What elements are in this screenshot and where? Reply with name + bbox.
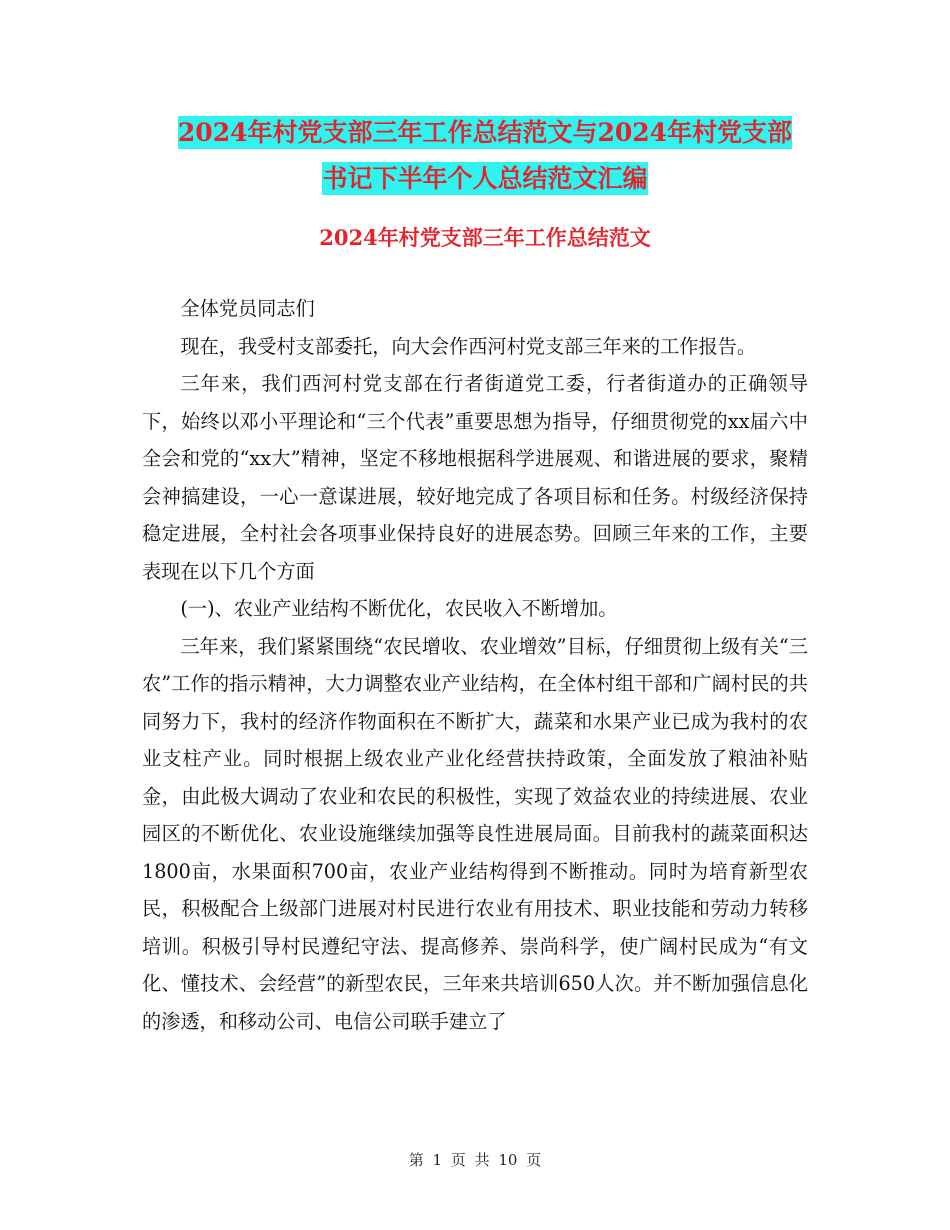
paragraph: 现在，我受村支部委托，向大会作西河村党支部三年来的工作报告。 bbox=[180, 334, 757, 358]
document-title bbox=[140, 110, 830, 202]
paragraph: 三年来，我们紧紧围绕“农民增收、农业增效”目标，仔细贯彻上级有关“三农”工作的指示精神，大力调整农业产业结构，在全体村组干部和广阔村民的共同努力下，我村的经济作物面积在不断扩大，蔬菜和水果产业已成为我村的农业支柱产业。同时根据上级农业产业化经营扶持政策，全面发放了粮油补贴金，由此极大调动了农业和农民的积极性，实现了效益农业的持续进展、农业园区的不断优化、农业设施继续加强等良性进展局面。目前我村的蔬菜面积达1800亩，水果面积700亩，农业产业结构得到不断推动。同时为培育新型农民，积极配合上级部门进展对村民进行农业有用技术、职业技能和劳动力转移培训。积极引导村民遵纪守法、提高修养、崇尚科学，使广阔村民成为“有文化、懂技术、会经营”的新型农民，三年来共培训650人次。并不断加强信息化的渗透，和移动公司、电信公司联手建立了 bbox=[142, 634, 808, 1033]
title-line-2: 书记下半年个人总结范文汇编 bbox=[322, 164, 648, 193]
paragraph-heading: (一)、农业产业结构不断优化，农民收入不断增加。 bbox=[180, 597, 618, 620]
body-text bbox=[142, 290, 808, 1040]
title-line-1: 2024年村党支部三年工作总结范文与2024年村党支部 bbox=[177, 118, 793, 147]
page-footer: 第 1 页 共 10 页 bbox=[408, 1151, 542, 1169]
paragraph-salutation: 全体党员同志们 bbox=[180, 297, 315, 320]
section-title: 2024年村党支部三年工作总结范文 bbox=[319, 225, 651, 250]
paragraph: 三年来，我们西河村党支部在行者街道党工委，行者街道办的正确领导下，始终以邓小平理论和“三个代表”重要思想为指导，仔细贯彻党的xx届六中全会和党的“xx大”精神，坚定不移地根据科学进展观、和谐进展的要求，聚精会神搞建设，一心一意谋进展，较好地完成了各项目标和任务。村级经济保持稳定进展，全村社会各项事业保持良好的进展态势。回顾三年来的工作，主要表现在以下几个方面 bbox=[142, 372, 808, 583]
